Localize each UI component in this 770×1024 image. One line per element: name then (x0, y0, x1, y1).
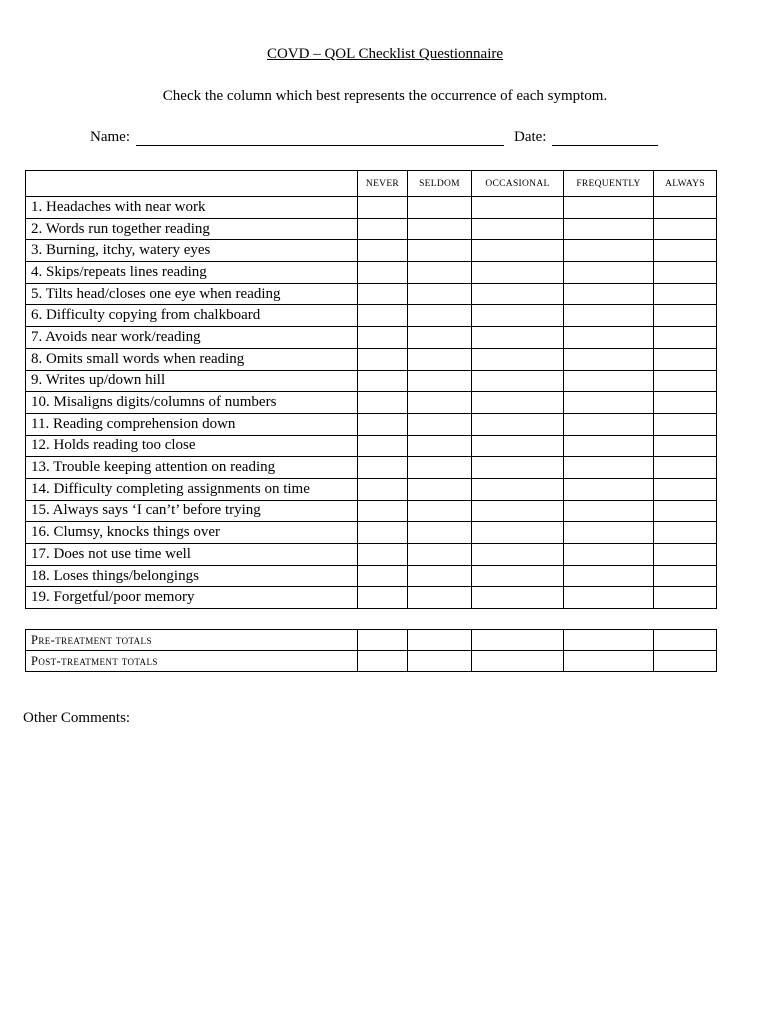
totals-row (26, 630, 717, 651)
date-label: Date: (513, 129, 547, 145)
name-field[interactable] (136, 131, 504, 146)
checkbox-cell-seldom[interactable] (408, 478, 472, 500)
checkbox-cell-seldom[interactable] (408, 305, 472, 327)
column-header-never: NEVER (358, 171, 408, 197)
symptom-row (26, 305, 717, 327)
checkbox-cell-never[interactable] (358, 240, 408, 262)
checkbox-cell-never[interactable] (358, 197, 408, 219)
checkbox-cell-frequently[interactable] (564, 544, 654, 566)
checkbox-cell-seldom[interactable] (408, 370, 472, 392)
checkbox-cell-frequently[interactable] (564, 587, 654, 609)
totals-table (25, 629, 717, 672)
totals-row-label: Post-treatment totals (26, 651, 358, 672)
checkbox-cell-seldom[interactable] (408, 327, 472, 349)
checkbox-cell-never[interactable] (358, 370, 408, 392)
checkbox-cell-always[interactable] (654, 565, 717, 587)
checkbox-cell-frequently[interactable] (564, 370, 654, 392)
checkbox-cell-always[interactable] (654, 651, 717, 672)
checkbox-cell-seldom[interactable] (408, 544, 472, 566)
name-label: Name: (90, 129, 130, 145)
checkbox-cell-seldom[interactable] (408, 522, 472, 544)
symptom-row (26, 392, 717, 414)
checkbox-cell-occasional[interactable] (472, 522, 564, 544)
checkbox-cell-frequently[interactable] (564, 262, 654, 284)
checkbox-cell-seldom[interactable] (408, 630, 472, 651)
checkbox-cell-frequently[interactable] (564, 630, 654, 651)
checkbox-cell-occasional[interactable] (472, 262, 564, 284)
symptom-row (26, 522, 717, 544)
checkbox-cell-frequently[interactable] (564, 197, 654, 219)
checkbox-cell-occasional[interactable] (472, 587, 564, 609)
name-date-row (90, 129, 658, 146)
checkbox-cell-seldom[interactable] (408, 218, 472, 240)
symptom-row-label: 6. Difficulty copying from chalkboard (26, 305, 358, 327)
checkbox-cell-frequently[interactable] (564, 392, 654, 414)
checkbox-cell-frequently[interactable] (564, 283, 654, 305)
symptom-row-label: 19. Forgetful/poor memory (26, 587, 358, 609)
symptom-row (26, 348, 717, 370)
checkbox-cell-frequently[interactable] (564, 218, 654, 240)
checkbox-cell-always[interactable] (654, 435, 717, 457)
checkbox-cell-never[interactable] (358, 305, 408, 327)
symptom-row-label: 17. Does not use time well (26, 544, 358, 566)
checkbox-cell-always[interactable] (654, 457, 717, 479)
checkbox-cell-frequently[interactable] (564, 500, 654, 522)
checkbox-cell-frequently[interactable] (564, 457, 654, 479)
page-title: COVD – QOL Checklist Questionnaire (266, 46, 504, 62)
symptom-row-label: 4. Skips/repeats lines reading (26, 262, 358, 284)
checkbox-cell-seldom[interactable] (408, 240, 472, 262)
symptom-row (26, 197, 717, 219)
table-header-row (26, 171, 717, 197)
symptom-row (26, 240, 717, 262)
checkbox-cell-never[interactable] (358, 435, 408, 457)
checkbox-cell-occasional[interactable] (472, 500, 564, 522)
checkbox-cell-occasional[interactable] (472, 478, 564, 500)
checkbox-cell-occasional[interactable] (472, 435, 564, 457)
symptom-row-label: 9. Writes up/down hill (26, 370, 358, 392)
symptom-row (26, 283, 717, 305)
checkbox-cell-always[interactable] (654, 262, 717, 284)
checkbox-cell-never[interactable] (358, 500, 408, 522)
symptom-row (26, 435, 717, 457)
checkbox-cell-occasional[interactable] (472, 240, 564, 262)
checkbox-cell-always[interactable] (654, 587, 717, 609)
checkbox-cell-occasional[interactable] (472, 413, 564, 435)
checkbox-cell-never[interactable] (358, 651, 408, 672)
checkbox-cell-seldom[interactable] (408, 435, 472, 457)
checkbox-cell-never[interactable] (358, 544, 408, 566)
totals-row-label: Pre-treatment totals (26, 630, 358, 651)
checkbox-cell-occasional[interactable] (472, 283, 564, 305)
column-header-always: ALWAYS (654, 171, 717, 197)
checkbox-cell-seldom[interactable] (408, 500, 472, 522)
header-blank (26, 171, 358, 197)
symptom-row (26, 565, 717, 587)
column-header-occasional: OCCASIONAL (472, 171, 564, 197)
checkbox-cell-seldom[interactable] (408, 348, 472, 370)
checkbox-cell-never[interactable] (358, 262, 408, 284)
checkbox-cell-seldom[interactable] (408, 392, 472, 414)
checkbox-cell-seldom[interactable] (408, 457, 472, 479)
symptom-checklist-table (25, 170, 717, 609)
checkbox-cell-frequently[interactable] (564, 413, 654, 435)
checkbox-cell-always[interactable] (654, 197, 717, 219)
symptom-row-label: 12. Holds reading too close (26, 435, 358, 457)
symptom-row-label: 11. Reading comprehension down (26, 413, 358, 435)
symptom-row (26, 370, 717, 392)
symptom-row-label: 8. Omits small words when reading (26, 348, 358, 370)
checkbox-cell-always[interactable] (654, 348, 717, 370)
checkbox-cell-frequently[interactable] (564, 651, 654, 672)
symptom-row (26, 262, 717, 284)
checkbox-cell-always[interactable] (654, 370, 717, 392)
checkbox-cell-occasional[interactable] (472, 544, 564, 566)
checkbox-cell-never[interactable] (358, 522, 408, 544)
checkbox-cell-seldom[interactable] (408, 565, 472, 587)
checkbox-cell-occasional[interactable] (472, 370, 564, 392)
checkbox-cell-seldom[interactable] (408, 413, 472, 435)
checkbox-cell-always[interactable] (654, 283, 717, 305)
column-header-seldom: SELDOM (408, 171, 472, 197)
checkbox-cell-never[interactable] (358, 478, 408, 500)
checkbox-cell-always[interactable] (654, 240, 717, 262)
checkbox-cell-frequently[interactable] (564, 327, 654, 349)
checkbox-cell-always[interactable] (654, 522, 717, 544)
checkbox-cell-occasional[interactable] (472, 392, 564, 414)
checkbox-cell-never[interactable] (358, 392, 408, 414)
checkbox-cell-seldom[interactable] (408, 651, 472, 672)
symptom-row-label: 7. Avoids near work/reading (26, 327, 358, 349)
checkbox-cell-frequently[interactable] (564, 305, 654, 327)
symptom-row-label: 14. Difficulty completing assignments on time (26, 478, 358, 500)
checkbox-cell-seldom[interactable] (408, 283, 472, 305)
instructions-text: Check the column which best represents the occurrence of each symptom. (162, 88, 608, 104)
checkbox-cell-never[interactable] (358, 218, 408, 240)
symptom-row-label: 16. Clumsy, knocks things over (26, 522, 358, 544)
checkbox-cell-never[interactable] (358, 413, 408, 435)
checkbox-cell-occasional[interactable] (472, 305, 564, 327)
symptom-row-label: 2. Words run together reading (26, 218, 358, 240)
checkbox-cell-occasional[interactable] (472, 457, 564, 479)
checkbox-cell-occasional[interactable] (472, 651, 564, 672)
symptom-row (26, 218, 717, 240)
totals-row (26, 651, 717, 672)
checkbox-cell-always[interactable] (654, 218, 717, 240)
checkbox-cell-never[interactable] (358, 587, 408, 609)
checkbox-cell-always[interactable] (654, 392, 717, 414)
symptom-row-label: 5. Tilts head/closes one eye when reading (26, 283, 358, 305)
symptom-row-label: 13. Trouble keeping attention on reading (26, 457, 358, 479)
symptom-row-label: 3. Burning, itchy, watery eyes (26, 240, 358, 262)
checkbox-cell-seldom[interactable] (408, 197, 472, 219)
symptom-row-label: 1. Headaches with near work (26, 197, 358, 219)
checkbox-cell-occasional[interactable] (472, 348, 564, 370)
other-comments-label: Other Comments: (23, 710, 131, 726)
checkbox-cell-always[interactable] (654, 305, 717, 327)
checkbox-cell-occasional[interactable] (472, 630, 564, 651)
checkbox-cell-always[interactable] (654, 630, 717, 651)
column-header-frequently: FREQUENTLY (564, 171, 654, 197)
symptom-row-label: 18. Loses things/belongings (26, 565, 358, 587)
symptom-row (26, 457, 717, 479)
checkbox-cell-frequently[interactable] (564, 478, 654, 500)
checkbox-cell-seldom[interactable] (408, 587, 472, 609)
symptom-row (26, 478, 717, 500)
checkbox-cell-always[interactable] (654, 413, 717, 435)
checkbox-cell-occasional[interactable] (472, 327, 564, 349)
symptom-row (26, 327, 717, 349)
checkbox-cell-always[interactable] (654, 478, 717, 500)
checkbox-cell-frequently[interactable] (564, 240, 654, 262)
checkbox-cell-frequently[interactable] (564, 522, 654, 544)
checkbox-cell-never[interactable] (358, 348, 408, 370)
checkbox-cell-never[interactable] (358, 327, 408, 349)
symptom-row-label: 15. Always says ‘I can’t’ before trying (26, 500, 358, 522)
checkbox-cell-always[interactable] (654, 544, 717, 566)
symptom-row (26, 587, 717, 609)
checkbox-cell-never[interactable] (358, 457, 408, 479)
checkbox-cell-always[interactable] (654, 327, 717, 349)
checkbox-cell-never[interactable] (358, 565, 408, 587)
symptom-row (26, 544, 717, 566)
checkbox-cell-occasional[interactable] (472, 197, 564, 219)
checkbox-cell-seldom[interactable] (408, 262, 472, 284)
checkbox-cell-occasional[interactable] (472, 565, 564, 587)
checkbox-cell-frequently[interactable] (564, 348, 654, 370)
checkbox-cell-frequently[interactable] (564, 435, 654, 457)
date-field[interactable] (552, 131, 658, 146)
checkbox-cell-always[interactable] (654, 500, 717, 522)
symptom-row (26, 500, 717, 522)
checkbox-cell-never[interactable] (358, 630, 408, 651)
checkbox-cell-frequently[interactable] (564, 565, 654, 587)
symptom-row (26, 413, 717, 435)
symptom-row-label: 10. Misaligns digits/columns of numbers (26, 392, 358, 414)
checkbox-cell-never[interactable] (358, 283, 408, 305)
checkbox-cell-occasional[interactable] (472, 218, 564, 240)
